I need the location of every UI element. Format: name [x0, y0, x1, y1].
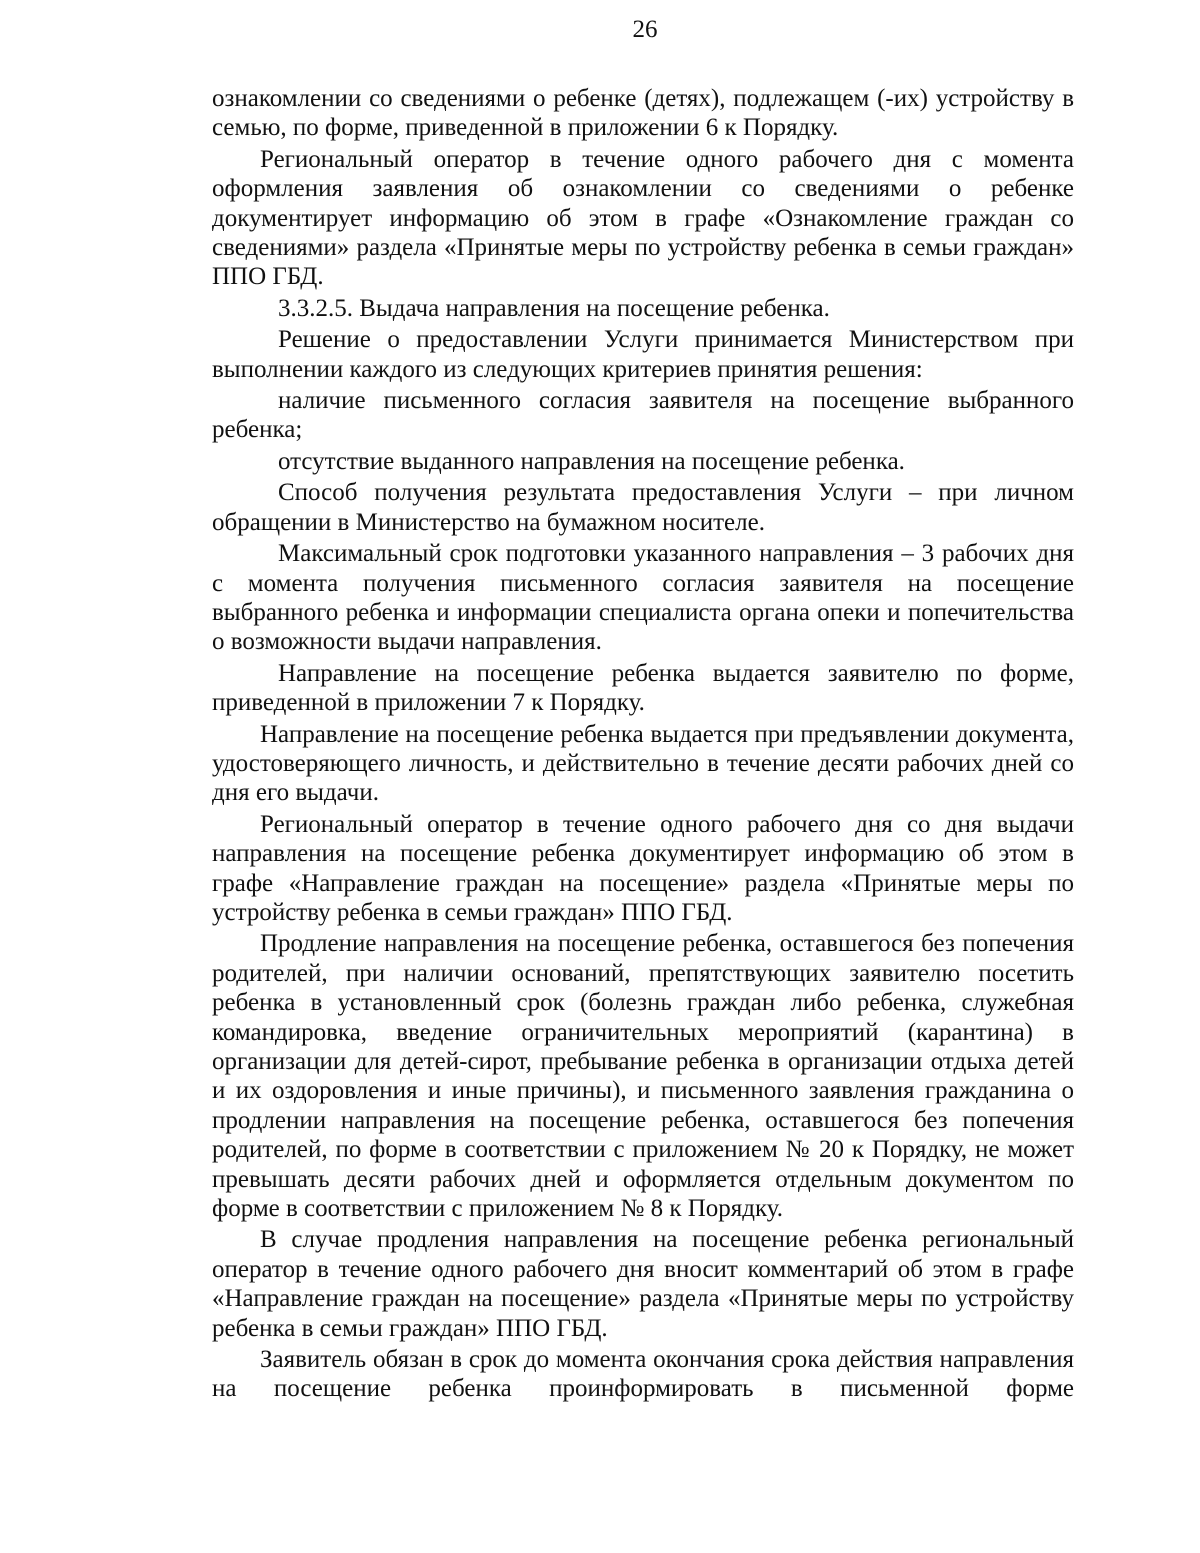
paragraph-decision-criteria: Решение о предоставлении Услуги принимается Министерством при выполнении каждого из следующих критериев принятия решения: [212, 326, 1074, 383]
paragraph-max-term: Максимальный срок подготовки указанного направления – 3 рабочих дня с момента получения письменного согласия заявителя на посещение выбранного ребенка и информации специалиста органа опеки и попечительства о возможности выдачи направления. [212, 540, 1074, 656]
paragraph-referral-validity: Направление на посещение ребенка выдается при предъявлении документа, удостоверяющего личность, и действительно в течение десяти рабочих дней со дня его выдачи. [212, 720, 1074, 807]
page-number: 26 [632, 16, 658, 43]
paragraph-referral-extension: Продление направления на посещение ребенка, оставшегося без попечения родителей, при наличии оснований, препятствующих заявителю посетить ребенка в установленный срок (болезнь граждан либо ребенка, служебная командировка, введение ограничительных мероприятий (карантина) в организации для детей-сирот, пребывание ребенка в организации отдыха детей и их оздоровления и иные причины), и письменного заявления гражданина о продлении направления на посещение ребенка, оставшегося без попечения родителей, по форме в соответствии с приложением № 20 к Порядку, не может превышать десяти рабочих дней и оформляется отдельным документом по форме в соответствии с приложением № 8 к Порядку. [212, 930, 1074, 1223]
paragraph-criterion-no-referral: отсутствие выданного направления на посещение ребенка. [278, 447, 905, 475]
paragraph-extension-comment: В случае продления направления на посещение ребенка региональный оператор в течение одного рабочего дня вносит комментарий об этом в графе «Направление граждан на посещение» раздела «Принятые меры по устройству ребенка в семьи граждан» ППО ГБД. [212, 1226, 1074, 1342]
paragraph-criterion-consent: наличие письменного согласия заявителя на посещение выбранного ребенка; [212, 387, 1074, 444]
paragraph-result-method: Способ получения результата предоставления Услуги – при личном обращении в Министерство на бумажном носителе. [212, 479, 1074, 536]
section-heading-3-3-2-5: 3.3.2.5. Выдача направления на посещение ребенка. [278, 294, 830, 322]
paragraph-referral-form: Направление на посещение ребенка выдается заявителю по форме, приведенной в приложении 7 к Порядку. [212, 659, 1074, 717]
paragraph-applicant-obligation: Заявитель обязан в срок до момента окончания срока действия направления на посещение ребенка проинформировать в письменной форме [212, 1346, 1074, 1403]
document-body [212, 84, 1074, 1404]
paragraph-regional-operator-referral: Региональный оператор в течение одного рабочего дня со дня выдачи направления на посещение ребенка документирует информацию об этом в графе «Направление граждан на посещение» раздела «Принятые меры по устройству ребенка в семьи граждан» ППО ГБД. [212, 810, 1074, 926]
paragraph-regional-operator-familiarization: Региональный оператор в течение одного рабочего дня с момента оформления заявления об ознакомлении со сведениями о ребенке документирует информацию об этом в графе «Ознакомление граждан со сведениями» раздела «Принятые меры по устройству ребенка в семьи граждан» ППО ГБД. [212, 145, 1074, 291]
paragraph-continuation: ознакомлении со сведениями о ребенке (детях), подлежащем (-их) устройству в семью, по форме, приведенной в приложении 6 к Порядку. [212, 85, 1074, 142]
